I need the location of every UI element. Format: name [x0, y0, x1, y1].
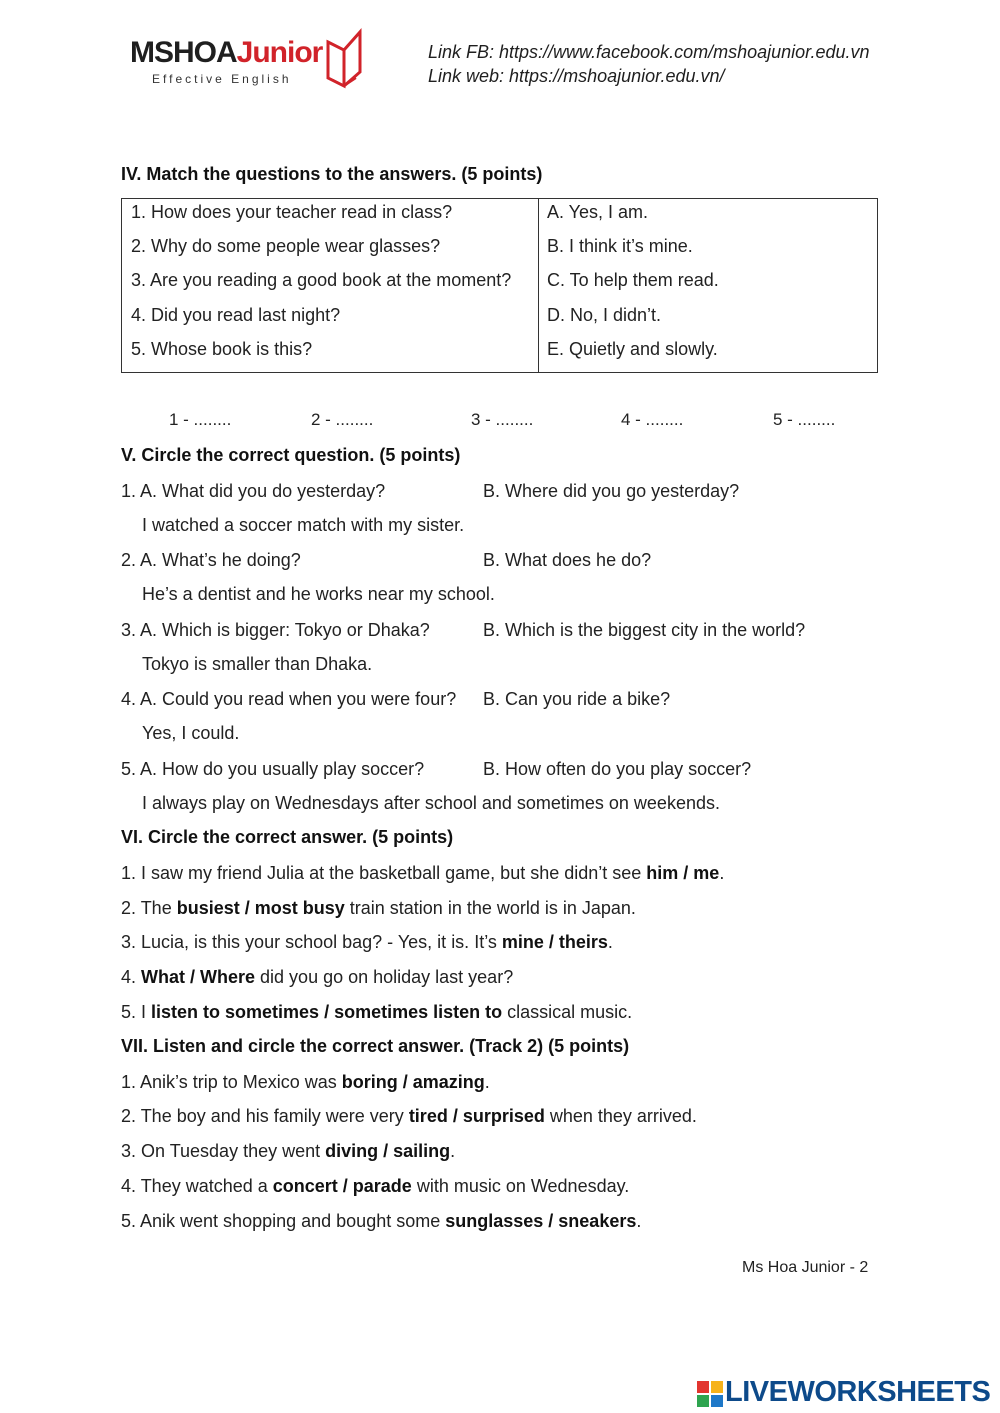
choice-options[interactable]: diving / sailing — [325, 1141, 451, 1161]
given-answer: I always play on Wednesdays after school and sometimes on weekends. — [142, 793, 720, 813]
liveworksheets-logo-icon — [697, 1381, 723, 1407]
logo-accent-text: Junior — [236, 36, 323, 69]
sentence-text: 3. Lucia, is this your school bag? - Yes, it is. It’s — [121, 932, 502, 952]
question-option-b[interactable]: B. Can you ride a bike? — [483, 689, 671, 709]
sentence-text: 1. I saw my friend Julia at the basketball game, but she didn’t see — [121, 863, 647, 883]
choice-options[interactable]: concert / parade — [272, 1176, 412, 1196]
match-question: 2. Why do some people wear glasses? — [131, 236, 441, 256]
question-option-a[interactable]: 4. A. Could you read when you were four? — [121, 689, 457, 709]
sentence-text: . — [450, 1141, 456, 1161]
sentence-item — [121, 966, 513, 988]
sentence-text: . — [484, 1072, 490, 1092]
question-option-b[interactable]: B. Where did you go yesterday? — [483, 481, 740, 501]
sentence-item — [121, 862, 724, 884]
choice-options[interactable]: mine / theirs — [501, 932, 608, 952]
sentence-item — [121, 1175, 629, 1197]
sentence-item — [121, 1210, 641, 1232]
section-7-heading: VII. Listen and circle the correct answer. (Track 2) (5 points) — [121, 1036, 630, 1056]
sentence-text: train station in the world is in Japan. — [344, 898, 636, 918]
sentence-item — [121, 897, 636, 919]
section-6-heading: VI. Circle the correct answer. (5 points) — [121, 827, 454, 847]
match-question: 4. Did you read last night? — [131, 305, 341, 325]
sentence-text: with music on Wednesday. — [411, 1176, 630, 1196]
sentence-text: did you go on holiday last year? — [255, 967, 514, 987]
given-answer: He’s a dentist and he works near my school. — [142, 584, 495, 604]
logo-main-text: MSHOA — [130, 36, 237, 69]
header-links — [428, 40, 870, 88]
answer-blank-2[interactable]: 2 - ........ — [311, 410, 374, 429]
question-option-b[interactable]: B. Which is the biggest city in the world? — [483, 620, 806, 640]
match-question: 1. How does your teacher read in class? — [131, 202, 453, 222]
match-question: 5. Whose book is this? — [131, 339, 313, 359]
match-answer: B. I think it’s mine. — [547, 236, 693, 256]
sentence-item — [121, 1105, 697, 1127]
choice-options[interactable]: sunglasses / sneakers — [445, 1211, 637, 1231]
sentence-text: 5. I — [121, 1002, 152, 1022]
sentence-text: . — [607, 932, 613, 952]
answer-blank-5[interactable]: 5 - ........ — [773, 410, 836, 429]
answer-blank-1[interactable]: 1 - ........ — [169, 410, 232, 429]
sentence-text: when they arrived. — [544, 1106, 697, 1126]
choice-options[interactable]: him / me — [646, 863, 720, 883]
watermark-text: LIVEWORKSHEETS — [725, 1376, 991, 1408]
given-answer: Yes, I could. — [142, 723, 240, 743]
liveworksheets-watermark — [697, 1376, 997, 1410]
sentence-item — [121, 1140, 455, 1162]
sentence-item — [121, 1071, 490, 1093]
match-answer: E. Quietly and slowly. — [547, 339, 718, 359]
question-option-a[interactable]: 2. A. What’s he doing? — [121, 550, 301, 570]
table-divider — [538, 199, 539, 372]
sentence-text: 1. Anik’s trip to Mexico was — [121, 1072, 342, 1092]
match-question: 3. Are you reading a good book at the moment? — [131, 270, 512, 290]
choice-options[interactable]: What / Where — [141, 967, 256, 987]
sentence-text: . — [636, 1211, 642, 1231]
sentence-item — [121, 931, 613, 953]
section-5-heading: V. Circle the correct question. (5 points) — [121, 445, 461, 465]
question-option-a[interactable]: 3. A. Which is bigger: Tokyo or Dhaka? — [121, 620, 430, 640]
sentence-text: 4. They watched a — [121, 1176, 273, 1196]
matching-table — [121, 198, 878, 373]
sentence-text: 2. The boy and his family were very — [121, 1106, 409, 1126]
choice-options[interactable]: busiest / most busy — [176, 898, 345, 918]
choice-options[interactable]: tired / surprised — [408, 1106, 545, 1126]
logo-tagline: Effective English — [152, 72, 292, 86]
page-number: Ms Hoa Junior - 2 — [742, 1259, 869, 1276]
question-option-b[interactable]: B. What does he do? — [483, 550, 652, 570]
sentence-text: 3. On Tuesday they went — [121, 1141, 326, 1161]
choice-options[interactable]: boring / amazing — [341, 1072, 485, 1092]
match-answer: D. No, I didn’t. — [547, 305, 662, 325]
sentence-text: 2. The — [121, 898, 177, 918]
brand-logo — [130, 28, 370, 92]
question-option-b[interactable]: B. How often do you play soccer? — [483, 759, 752, 779]
sentence-text: classical music. — [502, 1002, 633, 1022]
sentence-text: 4. — [121, 967, 142, 987]
logo-wordmark — [130, 36, 322, 70]
answer-blank-4[interactable]: 4 - ........ — [621, 410, 684, 429]
choice-options[interactable]: listen to sometimes / sometimes listen to — [151, 1002, 503, 1022]
given-answer: Tokyo is smaller than Dhaka. — [142, 654, 373, 674]
question-option-a[interactable]: 5. A. How do you usually play soccer? — [121, 759, 425, 779]
question-option-a[interactable]: 1. A. What did you do yesterday? — [121, 481, 386, 501]
given-answer: I watched a soccer match with my sister. — [142, 515, 465, 535]
section-4-heading: IV. Match the questions to the answers. (5 points) — [121, 164, 543, 184]
book-logo-icon — [324, 28, 364, 90]
sentence-text: 5. Anik went shopping and bought some — [121, 1211, 446, 1231]
match-answer: C. To help them read. — [547, 270, 719, 290]
website-link[interactable]: Link web: https://mshoajunior.edu.vn/ — [428, 66, 725, 86]
facebook-link[interactable]: Link FB: https://www.facebook.com/mshoajunior.edu.vn — [428, 42, 870, 62]
answer-blank-3[interactable]: 3 - ........ — [471, 410, 534, 429]
sentence-text: . — [719, 863, 725, 883]
match-answer: A. Yes, I am. — [547, 202, 649, 222]
sentence-item — [121, 1001, 632, 1023]
